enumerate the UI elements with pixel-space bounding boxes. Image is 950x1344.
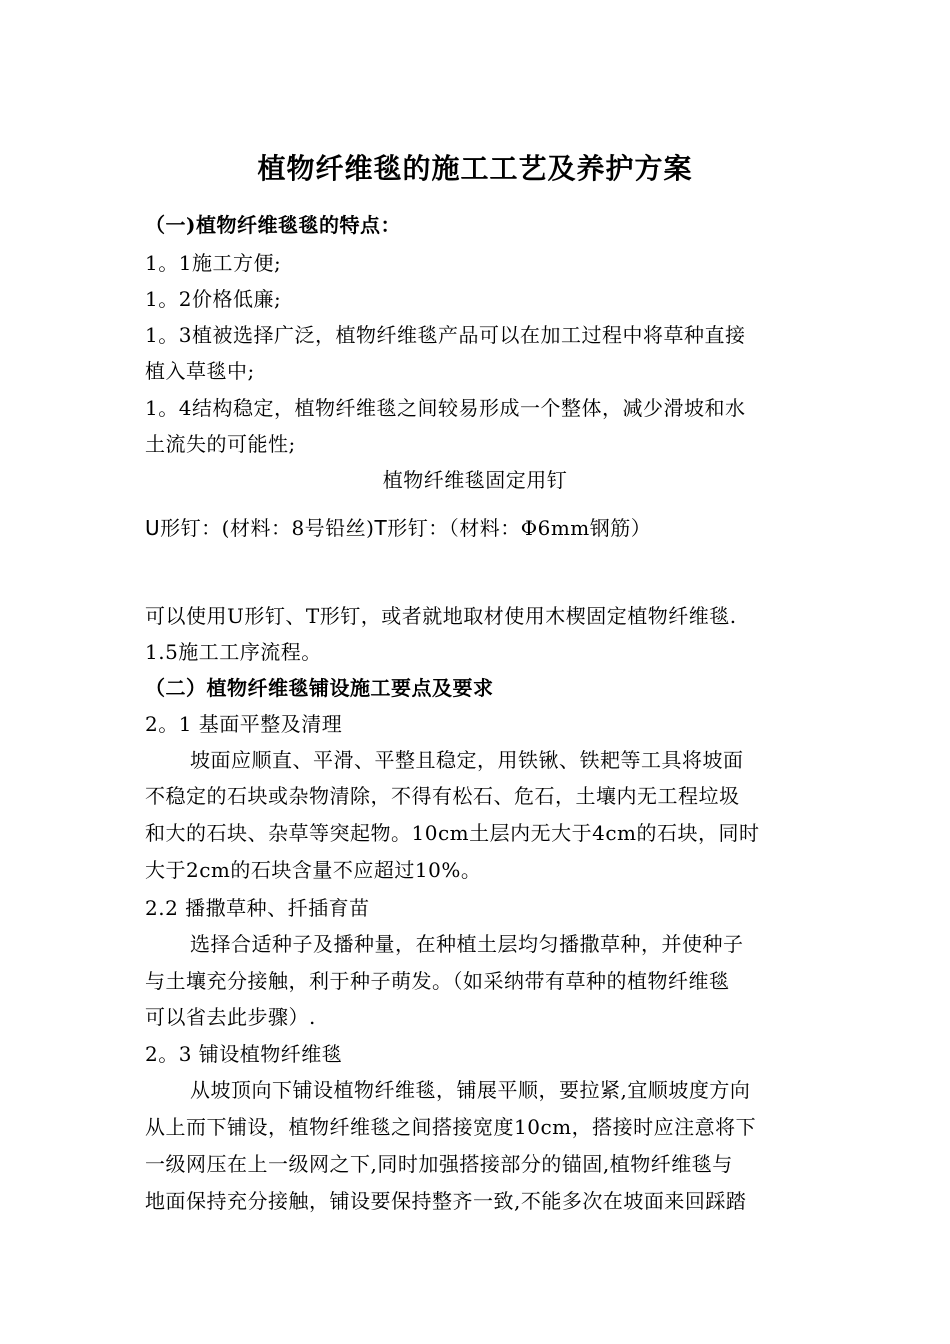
- u-nail-text: 形钉：(材料：8号铅丝): [160, 516, 375, 540]
- paragraph-line: 从上而下铺设，植物纤维毯之间搭接宽度10cm，搭接时应注意将下: [145, 1115, 757, 1139]
- paragraph-line: 1.5施工工序流程。: [145, 640, 322, 664]
- paragraph-line: 1。3植被选择广泛，植物纤维毯产品可以在加工过程中将草种直接: [145, 323, 746, 347]
- u-letter: U: [145, 516, 161, 540]
- paragraph-line: 选择合适种子及播种量，在种植土层均匀播撒草种，并使种子: [190, 932, 744, 956]
- subsection-heading: 2.2 播撒草种、扦插育苗: [145, 896, 370, 920]
- paragraph-line: 和大的石块、杂草等突起物。10cm土层内无大于4cm的石块，同时: [145, 821, 760, 845]
- paragraph-line: 一级网压在上一级网之下,同时加强搭接部分的锚固,植物纤维毯与: [145, 1152, 733, 1176]
- paragraph-line: 1。4结构稳定，植物纤维毯之间较易形成一个整体，减少滑坡和水: [145, 396, 746, 420]
- paragraph-line: 从坡顶向下铺设植物纤维毯，铺展平顺，要拉紧,宜顺坡度方向: [190, 1078, 751, 1102]
- nail-caption: 植物纤维毯固定用钉: [382, 468, 568, 492]
- paragraph-line: 土流失的可能性;: [145, 432, 296, 456]
- t-nail-text: 形钉：（材料：Φ6mm钢筋）: [387, 516, 652, 540]
- paragraph-line: 与土壤充分接触，利于种子萌发。（如采纳带有草种的植物纤维毯: [145, 969, 730, 993]
- subsection-heading: 2。3 铺设植物纤维毯: [145, 1042, 343, 1066]
- section-2-heading: （二）植物纤维毯铺设施工要点及要求: [145, 676, 494, 700]
- paragraph-line: 植入草毯中;: [145, 359, 255, 383]
- t-letter: T: [374, 516, 388, 540]
- section-1-heading: （一)植物纤维毯毯的特点：: [145, 213, 401, 237]
- paragraph-line: 坡面应顺直、平滑、平整且稳定，用铁锹、铁耙等工具将坡面: [190, 748, 744, 772]
- paragraph-line: 不稳定的石块或杂物清除，不得有松石、危石，土壤内无工程垃圾: [145, 784, 740, 808]
- paragraph-line: 1。2价格低廉;: [145, 287, 282, 311]
- paragraph-line: 大于2cm的石块含量不应超过10%。: [145, 858, 482, 882]
- nail-types-line: [145, 515, 815, 541]
- subsection-heading: 2。1 基面平整及清理: [145, 712, 343, 736]
- paragraph-line: 可以省去此步骤）.: [145, 1005, 316, 1029]
- page-title: 植物纤维毯的施工工艺及养护方案: [257, 152, 693, 185]
- paragraph-line: 可以使用U形钉、T形钉，或者就地取材使用木楔固定植物纤维毯.: [145, 604, 737, 628]
- paragraph-line: 地面保持充分接触，铺设要保持整齐一致,不能多次在坡面来回踩踏: [145, 1189, 747, 1213]
- paragraph-line: 1。1施工方便;: [145, 251, 282, 275]
